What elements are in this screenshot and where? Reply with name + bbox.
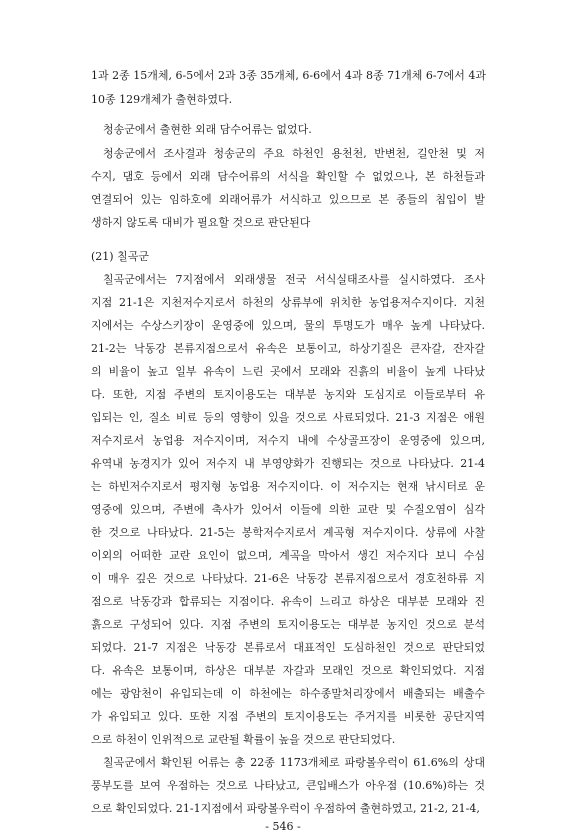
- text-line: 청송군에서 출현한 외래 담수어류는 없었다.: [103, 123, 312, 136]
- section-heading: (21) 칠곡군: [91, 250, 149, 263]
- text-line: 생하지 않도록 대비가 필요할 것으로 판단된다: [91, 216, 311, 229]
- text-line: 칠곡군에서는 7지점에서 외래생물 전국 서식실태조사를 실시하였다. 조사: [103, 273, 485, 286]
- text-line: 지에서는 수상스키장이 운영중에 있으며, 물의 투명도가 매우 높게 나타났다.: [91, 319, 485, 332]
- text-line: 입되는 인, 질소 비료 등의 영향이 있을 것으로 사료되었다. 21-3 지점은 애원: [91, 411, 485, 424]
- text-line: 가 유입되고 있다. 또한 지점 주변의 토지이용도는 주거지를 비롯한 공단지역: [91, 710, 485, 723]
- text-line: 유역내 농경지가 있어 저수지 내 부영양화가 진행되는 것으로 나타났다. 21-4: [91, 457, 485, 470]
- text-line: 으로 하천이 인위적으로 교란될 확률이 높을 것으로 판단되었다.: [91, 733, 396, 746]
- text-line: 다. 또한, 지점 주변의 토지이용도는 대부분 농지와 도심지로 이들로부터 유: [91, 388, 485, 401]
- text-line: 으로 확인되었다. 21-1지점에서 파랑볼우럭이 우점하여 출현하였고, 21-2, 21-4,: [91, 802, 480, 815]
- text-line: 이외의 어떠한 교란 요인이 없으며, 계곡을 막아서 생긴 저수지다 보니 수심: [91, 549, 485, 562]
- text-line: 지점 21-1은 지천저수지로서 하천의 상류부에 위치한 농업용저수지이다. 지천: [91, 296, 485, 309]
- text-line: 한 것으로 나타났다. 21-5는 봉학저수지로서 계곡형 저수지이다. 상류에 사찰: [91, 526, 485, 539]
- text-line: 영중에 있으며, 주변에 축사가 있어서 이들에 의한 교란 및 수질오염이 심각: [91, 503, 485, 516]
- text-line: 10종 129개체가 출현하였다.: [91, 93, 233, 106]
- text-line: 의 비율이 높고 일부 유속이 느린 곳에서 모래와 진흙의 비율이 높게 나타났: [91, 365, 485, 378]
- text-line: 점으로 낙동강과 합류되는 지점이다. 유속이 느리고 하상은 대부분 모래와 진: [91, 595, 485, 608]
- text-line: 는 하빈저수지로서 평지형 농업용 저수지이다. 이 저수지는 현재 낚시터로 운: [91, 480, 485, 493]
- text-line: 저수지로서 농업용 저수지이며, 저수지 내에 수상골프장이 운영중에 있으며,: [91, 434, 485, 447]
- text-line: 수지, 댐호 등에서 외래 담수어류의 서식을 확인할 수 없었으나, 본 하천들과: [91, 170, 485, 183]
- text-line: 21-2는 낙동강 본류지점으로서 유속은 보통이고, 하상기질은 큰자갈, 잔자갈: [91, 342, 485, 355]
- text-line: 이 매우 깊은 것으로 나타났다. 21-6은 낙동강 본류지점으로서 경호천하류 지: [91, 572, 485, 585]
- text-line: 다. 유속은 보통이며, 하상은 대부분 자갈과 모래인 것으로 확인되었다. 지점: [91, 664, 485, 677]
- text-line: 풍부도를 보여 우점하는 것으로 나타났고, 큰입배스가 아우점 (10.6%)하는 것: [91, 779, 485, 792]
- text-line: 흙으로 구성되어 있다. 지점 주변의 토지이용도는 대부분 농지인 것으로 분석: [91, 618, 485, 631]
- text-line: 연결되어 있는 임하호에 외래어류가 서식하고 있으므로 본 종들의 침입이 발: [91, 193, 485, 206]
- text-line: 에는 광암천이 유입되는데 이 하천에는 하수종말처리장에서 배출되는 배출수: [91, 687, 485, 700]
- text-line: 청송군에서 조사결과 청송군의 주요 하천인 용천천, 반변천, 길안천 및 저: [103, 147, 485, 160]
- text-line: 1과 2종 15개체, 6-5에서 2과 3종 35개체, 6-6에서 4과 8종 71개체 6-7에서 4과: [91, 69, 486, 82]
- page-number: - 546 -: [265, 820, 301, 833]
- text-line: 칠곡군에서 확인된 어류는 총 22종 1173개체로 파랑볼우럭이 61.6%의 상대: [103, 756, 485, 769]
- text-line: 되었다. 21-7 지점은 낙동강 본류로서 대표적인 도심하천인 것으로 판단되었: [91, 641, 485, 654]
